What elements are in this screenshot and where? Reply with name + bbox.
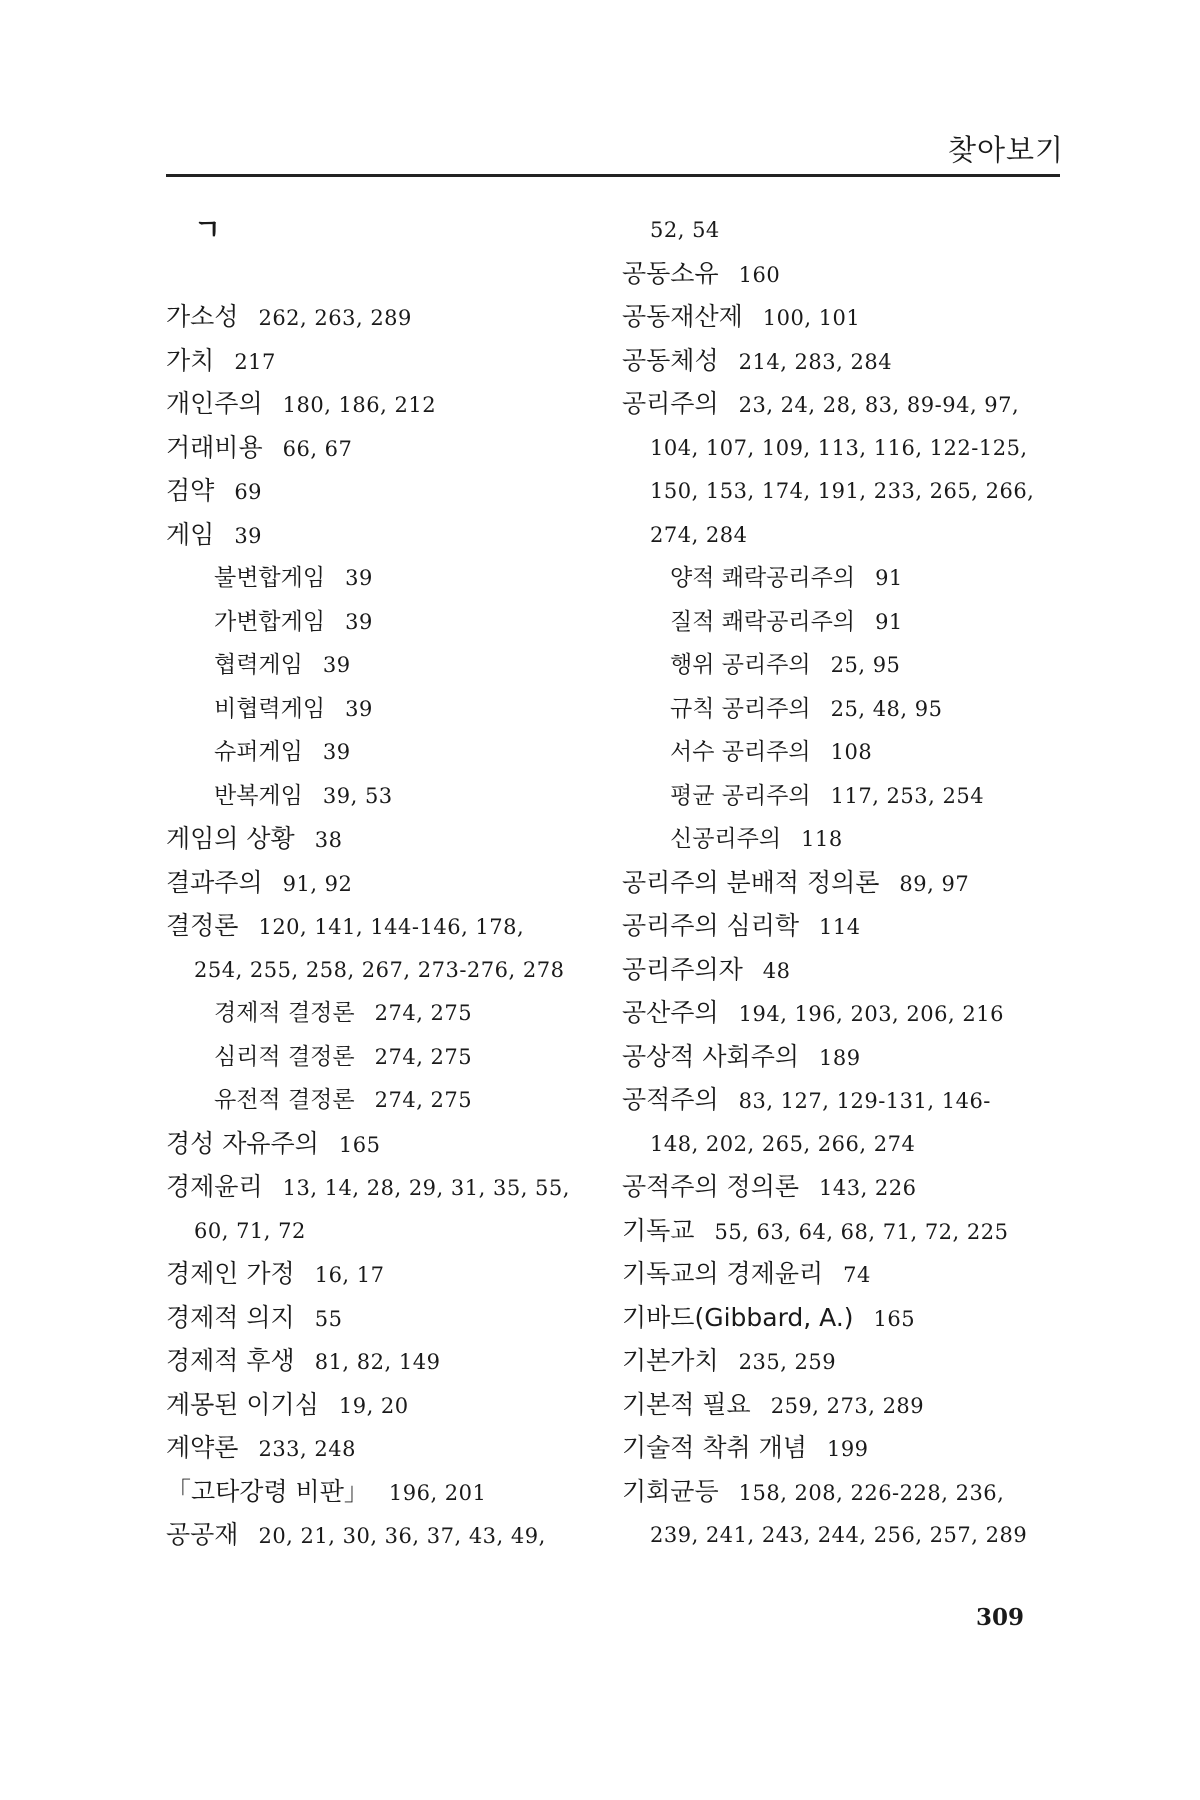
index-term: 행위 공리주의 (670, 652, 811, 678)
page-refs: 39 (322, 740, 351, 764)
index-subentry (166, 1078, 626, 1122)
page-refs: 196, 201 (388, 1480, 487, 1505)
index-term: 「고타강령 비판」 (166, 1476, 369, 1506)
index-subentry (622, 774, 1082, 818)
page-refs: 259, 273, 289 (770, 1393, 925, 1418)
index-entry (622, 1426, 1082, 1470)
index-subentry (622, 687, 1082, 731)
page-refs: 214, 283, 284 (738, 349, 893, 374)
index-subentry (166, 730, 626, 774)
page-refs: 117, 253, 254 (830, 783, 985, 808)
page-refs: 91 (875, 566, 903, 590)
page-refs: 25, 95 (830, 653, 901, 677)
page-refs: 55, 63, 64, 68, 71, 72, 225 (714, 1219, 1009, 1244)
index-subentry (166, 600, 626, 644)
index-subentry (622, 600, 1082, 644)
index-subentry (166, 774, 626, 818)
page-refs: 39 (234, 523, 263, 548)
index-entry-continuation (166, 1209, 626, 1253)
page-refs: 148, 202, 265, 266, 274 (650, 1131, 916, 1156)
page-refs: 254, 255, 258, 267, 273-276, 278 (194, 957, 565, 982)
index-entry (622, 339, 1082, 383)
index-term: 공동소유 (622, 258, 719, 288)
page-refs: 48 (762, 958, 791, 983)
index-entry (622, 1339, 1082, 1383)
page-refs: 114 (819, 915, 861, 939)
index-term: 공산주의 (622, 998, 719, 1027)
index-term: 경성 자유주의 (166, 1128, 319, 1158)
index-term: 기술적 착취 개념 (622, 1433, 807, 1462)
index-subentry (166, 1035, 626, 1079)
index-entry-continuation (622, 469, 1082, 513)
page-refs: 239, 241, 243, 244, 256, 257, 289 (650, 1523, 1028, 1547)
index-entry (166, 339, 626, 383)
index-entry (622, 295, 1082, 339)
index-entry (166, 1165, 626, 1209)
page-refs: 69 (234, 480, 263, 504)
page-refs: 81, 82, 149 (314, 1350, 441, 1374)
page-refs: 104, 107, 109, 113, 116, 122-125, (650, 435, 1028, 460)
index-entry (622, 382, 1082, 426)
index-entry (622, 1209, 1082, 1253)
index-term: 결정론 (166, 911, 239, 940)
index-term: 심리적 결정론 (214, 1043, 355, 1070)
page-refs: 120, 141, 144-146, 178, (258, 915, 525, 939)
index-term: 거래비용 (166, 432, 263, 462)
index-term: 공리주의자 (622, 954, 743, 984)
index-term: 기본가치 (622, 1346, 719, 1375)
page-refs: 91, 92 (282, 871, 353, 896)
page-refs: 233, 248 (258, 1437, 356, 1461)
index-term: 공적주의 (622, 1085, 719, 1114)
index-term: 기독교 (622, 1215, 695, 1245)
index-entry (166, 513, 626, 557)
index-term: 가소성 (166, 302, 239, 331)
index-subentry (166, 687, 626, 731)
page-refs: 274, 275 (374, 1088, 473, 1112)
index-term: 유전적 결정론 (214, 1087, 355, 1113)
page-refs: 158, 208, 226-228, 236, (738, 1480, 1005, 1505)
index-term: 기바드(Gibbard, A.) (622, 1302, 854, 1332)
index-entry (166, 469, 626, 513)
index-entry (622, 1165, 1082, 1209)
page-refs: 89, 97 (899, 871, 970, 896)
index-entry (166, 382, 626, 426)
page-number: 309 (975, 1604, 1024, 1631)
index-entry (166, 426, 626, 470)
index-term: 질적 쾌락공리주의 (670, 608, 856, 635)
index-term: 규칙 공리주의 (670, 695, 811, 722)
index-term: 서수 공리주의 (670, 739, 811, 765)
page-refs: 23, 24, 28, 83, 89-94, 97, (738, 393, 1020, 417)
page-refs: 25, 48, 95 (830, 696, 943, 721)
index-term: 신공리주의 (670, 826, 782, 852)
page-refs: 16, 17 (314, 1263, 385, 1287)
index-entry (166, 1383, 626, 1427)
page-refs: 83, 127, 129-131, 146- (738, 1089, 991, 1113)
index-term: 개인주의 (166, 389, 263, 418)
page-refs: 13, 14, 28, 29, 31, 35, 55, (282, 1176, 570, 1200)
index-term: 게임 (166, 519, 215, 549)
page-refs: 108 (830, 740, 873, 764)
index-term: 경제적 의지 (166, 1302, 295, 1332)
index-entry (166, 1122, 626, 1166)
index-entry-continuation (622, 208, 1082, 252)
index-subentry (622, 643, 1082, 687)
index-subentry (166, 991, 626, 1035)
index-term: 비협력게임 (214, 695, 326, 722)
index-term: 공상적 사회주의 (622, 1041, 799, 1071)
index-entry-continuation (622, 1122, 1082, 1166)
index-term: 경제적 결정론 (214, 1000, 355, 1026)
page-refs: 38 (314, 828, 343, 852)
page-refs: 189 (819, 1045, 861, 1070)
page-refs: 39 (345, 566, 373, 590)
index-entry-continuation (622, 513, 1082, 557)
right-column (622, 208, 1082, 1557)
page-refs: 217 (234, 349, 276, 374)
index-term: 슈퍼게임 (214, 739, 303, 765)
index-entry (166, 1470, 626, 1514)
page-refs: 165 (338, 1132, 381, 1157)
index-entry (622, 1078, 1082, 1122)
page-refs: 74 (843, 1263, 871, 1287)
index-subentry (622, 556, 1082, 600)
page-refs: 274, 284 (650, 522, 748, 547)
page-refs: 199 (826, 1437, 869, 1461)
index-entry (622, 1296, 1082, 1340)
index-entry (622, 861, 1082, 905)
index-term: 계약론 (166, 1433, 239, 1462)
page-refs: 235, 259 (738, 1350, 837, 1374)
section-letter: ㄱ (194, 213, 222, 246)
blank-line (166, 252, 626, 296)
index-entry (622, 1035, 1082, 1079)
index-term: 불변합게임 (214, 565, 326, 591)
page-refs: 39, 53 (322, 783, 393, 808)
page-refs: 66, 67 (282, 436, 353, 461)
page-refs: 262, 263, 289 (258, 306, 412, 330)
page-refs: 52, 54 (650, 218, 720, 242)
index-subentry (622, 817, 1082, 861)
page-refs: 143, 226 (819, 1176, 917, 1200)
page-refs: 150, 153, 174, 191, 233, 265, 266, (650, 479, 1035, 503)
page-refs: 274, 275 (374, 1001, 473, 1025)
index-term: 검약 (166, 476, 215, 505)
page-refs: 180, 186, 212 (282, 393, 437, 417)
index-term: 공동체성 (622, 345, 719, 375)
page-refs: 60, 71, 72 (194, 1218, 306, 1243)
index-entry-continuation (166, 948, 626, 992)
page-refs: 39 (345, 696, 373, 721)
index-term: 결과주의 (166, 867, 263, 897)
index-entry-continuation (622, 1513, 1082, 1557)
running-head: 찾아보기 (947, 133, 1064, 167)
index-term: 기독교의 경제윤리 (622, 1259, 824, 1288)
index-term: 공공재 (166, 1520, 239, 1549)
index-entry (622, 1252, 1082, 1296)
index-term: 공동재산제 (622, 302, 743, 331)
index-term: 경제인 가정 (166, 1259, 295, 1288)
index-term: 기회균등 (622, 1476, 719, 1506)
index-term: 반복게임 (214, 782, 303, 809)
index-entry (166, 295, 626, 339)
page-refs: 118 (801, 827, 843, 851)
index-term: 경제적 후생 (166, 1346, 295, 1375)
page-refs: 39 (322, 653, 351, 677)
index-entry (166, 1296, 626, 1340)
page-refs: 274, 275 (374, 1044, 473, 1069)
index-term: 평균 공리주의 (670, 782, 811, 809)
header-rule (166, 174, 1060, 177)
page-refs: 91 (875, 609, 903, 634)
index-term: 공리주의 (622, 389, 719, 418)
index-subentry (166, 556, 626, 600)
left-column (166, 208, 626, 1557)
index-entry (166, 861, 626, 905)
index-subentry (166, 643, 626, 687)
index-entry (622, 948, 1082, 992)
index-term: 경제윤리 (166, 1172, 263, 1201)
index-entry (622, 1383, 1082, 1427)
index-term: 가변합게임 (214, 608, 326, 635)
index-term: 양적 쾌락공리주의 (670, 565, 856, 591)
index-term: 계몽된 이기심 (166, 1389, 319, 1419)
index-entry (166, 1426, 626, 1470)
section-heading (166, 208, 626, 252)
index-entry (622, 991, 1082, 1035)
page-refs: 160 (738, 262, 781, 287)
index-entry (622, 252, 1082, 296)
page-refs: 100, 101 (762, 306, 861, 330)
index-entry (166, 1513, 626, 1557)
index-entry (622, 1470, 1082, 1514)
index-term: 공리주의 심리학 (622, 911, 799, 940)
page-refs: 194, 196, 203, 206, 216 (738, 1002, 1004, 1026)
page-refs: 20, 21, 30, 36, 37, 43, 49, (258, 1524, 546, 1548)
index-term: 게임의 상황 (166, 824, 295, 853)
index-entry (166, 904, 626, 948)
index-entry (622, 904, 1082, 948)
index-entry (166, 1339, 626, 1383)
index-term: 공리주의 분배적 정의론 (622, 867, 880, 897)
index-entry-continuation (622, 426, 1082, 470)
index-entry (166, 817, 626, 861)
index-term: 기본적 필요 (622, 1389, 751, 1419)
page-refs: 19, 20 (338, 1393, 409, 1418)
index-term: 가치 (166, 345, 215, 375)
page-refs: 165 (873, 1306, 916, 1331)
index-term: 공적주의 정의론 (622, 1172, 799, 1201)
page-refs: 39 (345, 609, 373, 634)
index-subentry (622, 730, 1082, 774)
index-entry (166, 1252, 626, 1296)
page-refs: 55 (314, 1306, 343, 1331)
index-term: 협력게임 (214, 652, 303, 678)
